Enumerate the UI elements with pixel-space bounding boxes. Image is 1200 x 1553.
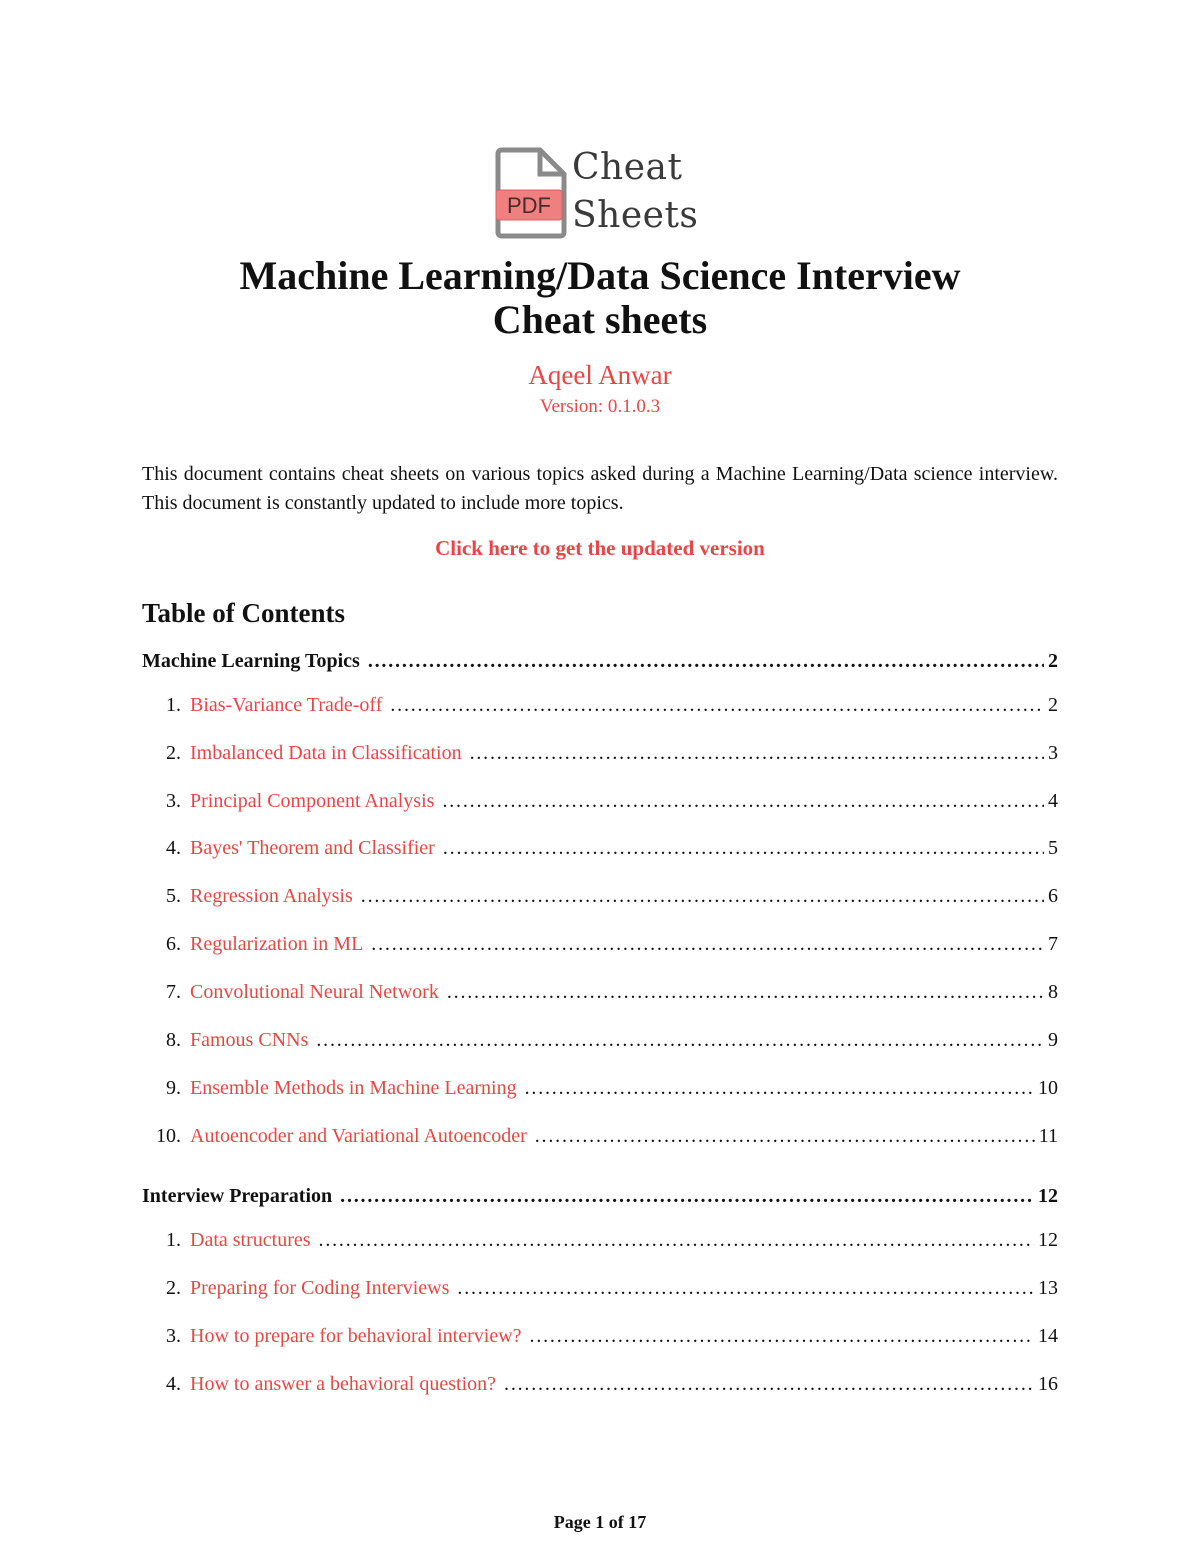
toc-item-number: 9. [166,1077,181,1099]
pdf-badge-text: PDF [507,193,551,218]
toc-item-link[interactable]: How to prepare for behavioral interview? [190,1325,522,1347]
toc-page-number: 12 [1038,1229,1058,1251]
toc-heading: Table of Contents [142,598,346,628]
toc-item-link[interactable]: Bias-Variance Trade-off [190,694,383,716]
author-name: Aqeel Anwar [528,360,672,390]
toc-item-link[interactable]: Imbalanced Data in Classification [190,742,462,764]
toc-leader-dots [361,881,1044,911]
toc-item-link[interactable]: Data structures [190,1229,311,1251]
toc-item-link[interactable]: Regularization in ML [190,933,364,955]
toc-leader-dots [316,1025,1044,1055]
toc-item-number: 5. [166,885,181,907]
toc-item-number: 3. [166,1325,181,1347]
toc-item[interactable] [142,881,1058,911]
toc-page-number: 2 [1048,694,1058,716]
toc-page-number: 16 [1038,1373,1058,1395]
toc-page-number: 6 [1048,885,1058,907]
toc-page-number: 10 [1038,1077,1058,1099]
toc-item-link[interactable]: How to answer a behavioral question? [190,1373,497,1395]
toc-item-number: 10. [156,1125,181,1147]
toc-item-number: 6. [166,933,181,955]
toc-leader-dots [530,1321,1034,1351]
toc-page-number: 13 [1038,1277,1058,1299]
toc-page-number: 2 [1048,650,1058,672]
document-title [100,254,1100,342]
cheat-sheets-logo [494,146,714,238]
toc-leader-dots [442,786,1044,816]
intro-paragraph: This document contains cheat sheets on various topics asked during a Machine Learning/Data science interview. This document is constantly updated to include more topics. [142,463,1058,514]
toc-item[interactable] [142,977,1058,1007]
toc-page-number: 5 [1048,837,1058,859]
toc-item[interactable] [142,1369,1058,1399]
toc-item-link[interactable]: Principal Component Analysis [190,790,435,812]
toc-item-link[interactable]: Convolutional Neural Network [190,981,439,1003]
toc-page-number: 4 [1048,790,1058,812]
toc-item[interactable] [142,690,1058,720]
toc-item-number: 8. [166,1029,181,1051]
page-footer: Page 1 of 17 [553,1512,647,1532]
toc-leader-dots [371,929,1044,959]
toc-item[interactable] [142,786,1058,816]
title-line-2: Cheat sheets [492,297,708,342]
toc-item-link[interactable]: Preparing for Coding Interviews [190,1277,450,1299]
toc-leader-dots [390,690,1044,720]
toc-leader-dots [340,1181,1034,1211]
version-label: Version: 0.1.0.3 [539,396,661,417]
toc-page-number: 8 [1048,981,1058,1003]
toc-item-number: 4. [166,837,181,859]
toc-item-link[interactable]: Autoencoder and Variational Autoencoder [190,1125,527,1147]
toc-section-interview[interactable] [142,1181,1058,1211]
toc-leader-dots [447,977,1044,1007]
toc-section-title: Interview Preparation [142,1185,333,1207]
toc-item[interactable] [142,1225,1058,1255]
title-line-1: Machine Learning/Data Science Interview [239,253,961,298]
toc-leader-dots [368,646,1044,676]
logo-word-cheat: Cheat [572,147,683,188]
toc-page-number: 14 [1038,1325,1058,1347]
toc-page-number: 3 [1048,742,1058,764]
toc-leader-dots [470,738,1044,768]
toc-section-title: Machine Learning Topics [142,650,360,672]
toc-item[interactable] [142,1121,1058,1151]
toc-leader-dots [504,1369,1034,1399]
toc-item[interactable] [142,1321,1058,1351]
toc-item-number: 1. [166,1229,181,1251]
toc-item-number: 7. [166,981,181,1003]
toc-page-number: 7 [1048,933,1058,955]
toc-item-link[interactable]: Ensemble Methods in Machine Learning [190,1077,517,1099]
toc-item[interactable] [142,833,1058,863]
toc-item-number: 3. [166,790,181,812]
toc-item[interactable] [142,1025,1058,1055]
toc-item[interactable] [142,1073,1058,1103]
toc-page-number: 11 [1038,1125,1058,1147]
toc-item-number: 2. [166,742,181,764]
toc-page-number: 12 [1038,1185,1058,1207]
toc-leader-dots [443,833,1044,863]
toc-section-ml[interactable] [142,646,1058,676]
toc-item[interactable] [142,929,1058,959]
toc-leader-dots [525,1073,1034,1103]
toc-leader-dots [457,1273,1034,1303]
pdf-file-icon [494,146,570,240]
toc-item[interactable] [142,1273,1058,1303]
toc-item-link[interactable]: Bayes' Theorem and Classifier [190,837,435,859]
toc-item[interactable] [142,738,1058,768]
updated-version-link[interactable]: Click here to get the updated version [435,536,765,560]
toc-item-number: 1. [166,694,181,716]
toc-item-number: 2. [166,1277,181,1299]
toc-item-link[interactable]: Famous CNNs [190,1029,309,1051]
toc-leader-dots [535,1121,1035,1151]
toc-page-number: 9 [1048,1029,1058,1051]
toc-item-number: 4. [166,1373,181,1395]
toc-leader-dots [319,1225,1034,1255]
toc-item-link[interactable]: Regression Analysis [190,885,353,907]
logo-word-sheets: Sheets [572,195,699,236]
